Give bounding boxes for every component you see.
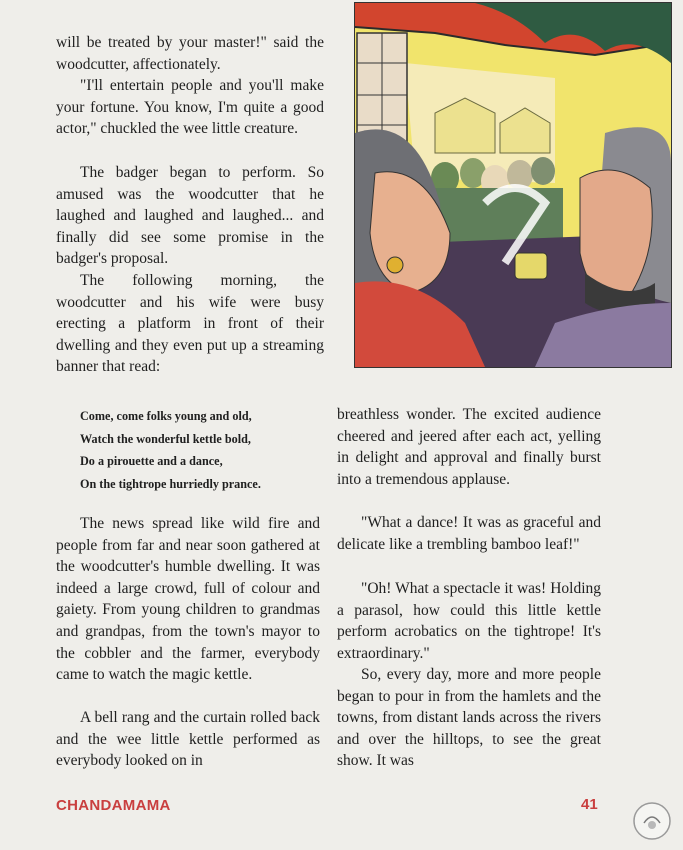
paragraph-9: "Oh! What a spectacle it was! Holding a parasol, how could this little kettle perform acrobatics on the tightrope! It's extraordinary."	[337, 580, 601, 662]
library-stamp-icon	[632, 801, 672, 841]
paragraph-10: So, every day, more and more people began to pour in from the hamlets and the towns, from distant lands across the rivers and over the hilltops, to see the great show. It was	[337, 666, 601, 770]
verse-line: Watch the wonderful kettle bold,	[80, 431, 251, 446]
story-illustration	[354, 2, 672, 368]
magazine-title: CHANDAMAMA	[56, 797, 171, 814]
illustration-drawing	[355, 3, 671, 367]
verse-line: Do a pirouette and a dance,	[80, 454, 223, 469]
paragraph-5: The news spread like wild fire and people from far and near soon gathered at the woodcutter's humble dwelling. It was indeed a large crowd, full of colour and gaiety. From young children to grandmas and grandpas, from the town's mayor to the cobbler and the farmer, everybody came to watch the magic kettle.	[56, 515, 320, 684]
paragraph-2: "I'll entertain people and you'll make your fortune. You know, I'm quite a good actor," chuckled the wee little creature.	[56, 77, 324, 138]
paragraph-7: breathless wonder. The excited audience cheered and jeered after each act, yelling in delight and approval and finally burst into a tremendous applause.	[337, 406, 601, 488]
paragraph-6: A bell rang and the curtain rolled back and the wee little kettle performed as everybody looked on in	[56, 709, 320, 770]
paragraph-4: The following morning, the woodcutter and his wife were busy erecting a platform in front of their dwelling and they even put up a streaming banner that read:	[56, 272, 324, 376]
page-number: 41	[581, 796, 598, 813]
banner-verse	[80, 405, 320, 495]
paragraph-3: The badger began to perform. So amused was the woodcutter that he laughed and laughed and laughed... and finally did see some promise in the badger's proposal.	[56, 164, 324, 268]
verse-line: On the tightrope hurriedly prance.	[80, 476, 261, 491]
verse-line: Come, come folks young and old,	[80, 409, 252, 423]
paragraph-8: "What a dance! It was as graceful and delicate like a trembling bamboo leaf!"	[337, 514, 601, 553]
paragraph-1: will be treated by your master!" said the woodcutter, affectionately.	[56, 34, 324, 73]
